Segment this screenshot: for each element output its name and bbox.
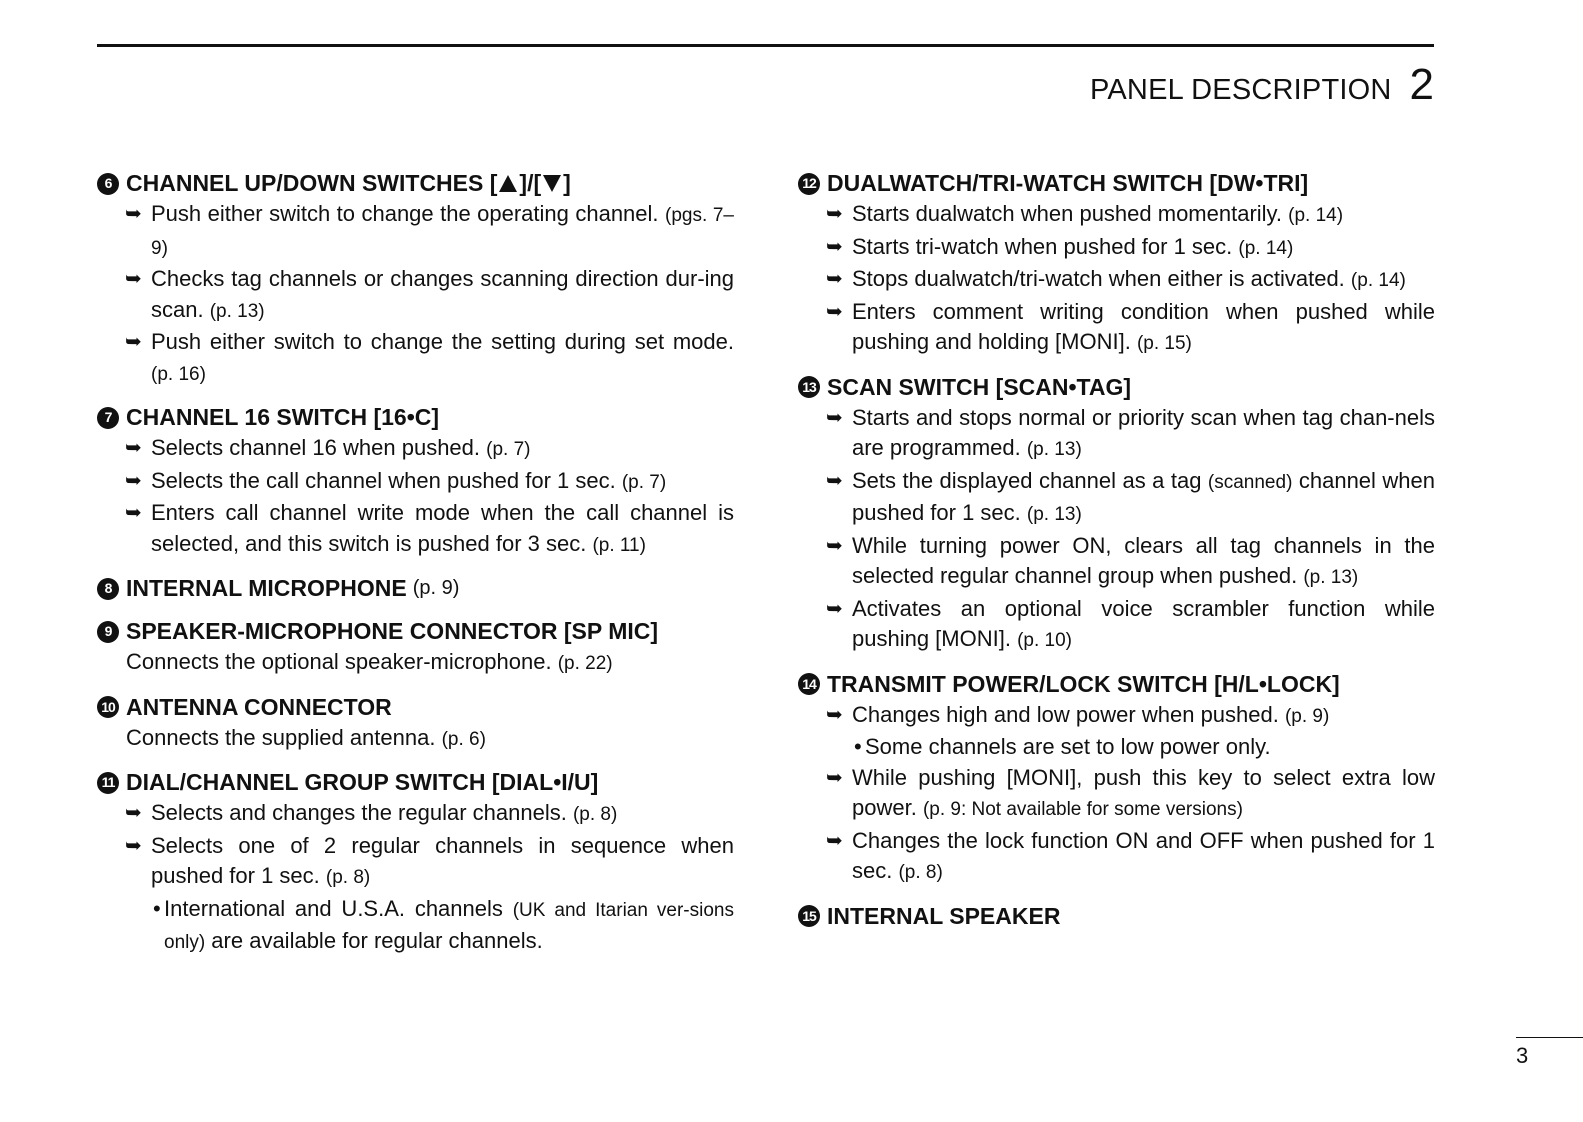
item-number-badge: 14 [798,673,820,695]
arrow-icon: ➥ [826,766,843,789]
item-number-badge: 10 [97,696,119,718]
page-ref: (p. 14) [1238,237,1294,259]
item-channel-up-down [97,168,734,390]
page-ref: (p. 8) [325,867,371,888]
bullet [798,594,1435,657]
arrow-icon: ➥ [826,268,843,290]
arrow-icon: ➥ [125,469,142,492]
arrow-icon: ➥ [125,802,142,824]
sub-bullet [798,732,1435,763]
arrow-icon: ➥ [125,834,142,857]
item-power-lock-switch [798,669,1435,889]
bullet-text: Enters comment writing condition when pushed while pushing and holding [MONI]. [852,298,1435,354]
sub-bullet [97,894,734,959]
bullet-text: Selects the call channel when pushed for 1 sec. [151,467,622,493]
bullet-text: Starts dualwatch when pushed momentarily. [852,201,1289,226]
bullet [97,831,734,894]
sub-bullet-note: (UK and Itarian ver-sions only) [164,899,734,953]
item-number-badge: 13 [798,376,820,398]
bullet-text: Starts tri-watch when pushed for 1 sec. [852,233,1239,259]
item-title: SCAN SWITCH [SCAN•TAG] [827,373,1132,400]
bullet [97,798,734,831]
page-ref: (p. 15) [1136,333,1192,354]
page-ref: (p. 22) [557,653,613,674]
bullet-text: channel when pushed for 1 sec. [852,467,1435,525]
item-heading [798,168,1435,199]
bullet [97,498,734,561]
item-heading [97,573,734,604]
item-number-badge: 8 [97,578,119,600]
bullet-text: Selects and changes the regular channels. [151,800,573,825]
item-title: INTERNAL MICROPHONE [126,575,407,601]
arrow-icon: ➥ [826,469,843,492]
bullet-text: Selects one of 2 regular channels in sequence when pushed for 1 sec. [151,832,734,888]
item-title-part: ]/[ [519,170,542,196]
item-description [97,723,734,756]
section-title: PANEL DESCRIPTION [1090,74,1392,106]
bullet-text: Enters call channel write mode when the call channel is selected, and this switch is pushed for 3 sec. [151,500,734,556]
page-ref: (p. 14) [1350,270,1406,291]
bullet [97,433,734,466]
item-antenna-connector [97,692,734,756]
bullet [798,199,1435,232]
item-description [97,647,734,680]
bullet-text: Push either switch to change the setting during set mode. [151,329,734,354]
item-number-badge: 12 [798,173,820,195]
arrow-icon: ➥ [826,829,843,852]
section-number: 2 [1409,60,1434,109]
sub-bullet-text: International and U.S.A. channels [164,895,513,921]
arrow-icon: ➥ [125,502,142,524]
item-number-badge: 9 [97,621,119,643]
bullet [798,826,1435,889]
item-channel-16-switch [97,402,734,561]
item-title: SPEAKER-MICROPHONE CONNECTOR [SP MIC] [126,618,659,644]
arrow-icon: ➥ [826,597,843,620]
arrow-icon: ➥ [125,437,142,459]
item-dualwatch-switch [798,168,1435,360]
item-title: TRANSMIT POWER/LOCK SWITCH [H/L•LOCK] [827,670,1340,697]
bullet [798,700,1435,733]
arrow-icon: ➥ [125,331,142,353]
item-title-part: CHANNEL UP/DOWN SWITCHES [ [126,170,498,196]
page-ref: (p. 8) [572,804,618,825]
sub-bullet-text: are available for regular channels. [205,928,543,953]
page-ref: (pgs. 7–9) [151,205,734,259]
bullet-text: While pushing [MONI], push this key to select extra low power. [852,764,1435,820]
sub-bullet-text: Some channels are set to low power only. [865,734,1271,759]
bullet-text: While turning power ON, clears all tag channels in the selected regular channel group when pushed. [852,532,1435,588]
arrow-icon: ➥ [826,703,843,726]
bullet [798,297,1435,360]
triangle-up-icon [499,175,517,192]
bullet [97,199,734,264]
top-rule [97,44,1434,47]
page-header [1090,60,1434,110]
page-ref: (p. 11) [592,534,646,556]
item-dial-group-switch [97,767,734,959]
bullet-text: Stops dualwatch/tri-watch when either is activated. [852,266,1351,291]
item-title: ANTENNA CONNECTOR [126,693,392,720]
arrow-icon: ➥ [826,534,843,557]
page-ref: (p. 7) [621,471,667,493]
arrow-icon: ➥ [826,203,843,225]
bullet [798,531,1435,594]
arrow-icon: ➥ [125,203,142,225]
item-sp-mic-connector [97,616,734,680]
page-ref: (p. 16) [151,363,206,385]
item-number-badge: 7 [97,407,119,429]
bullet [798,264,1435,297]
item-internal-speaker [798,901,1435,932]
arrow-icon: ➥ [826,300,843,323]
page-ref: (p. 8) [898,862,943,883]
item-number-badge: 6 [97,173,119,195]
item-internal-microphone [97,573,734,604]
bullet-dot-icon: • [153,895,161,921]
bullet [798,763,1435,826]
item-title-part: ] [563,170,571,196]
bullet [97,466,734,499]
description-text: Connects the optional speaker-microphone. [126,649,558,674]
page-ref: (p. 10) [1017,630,1072,651]
bullet-text: Changes the lock function ON and OFF when pushed for 1 sec. [852,827,1435,883]
item-title: DUALWATCH/TRI-WATCH SWITCH [DW•TRI] [827,170,1309,196]
page-ref: (p. 14) [1288,205,1344,226]
page-ref: (p. 9: Not available for some versions) [922,799,1243,820]
bullet-note: (scanned) [1207,471,1293,493]
page-ref: (p. 13) [1026,439,1082,460]
bullet [798,232,1435,265]
bullet [97,264,734,327]
bullet-text: Changes high and low power when pushed. [852,701,1285,727]
bullet [798,466,1435,531]
item-heading [97,692,734,723]
bullet-text: Selects channel 16 when pushed. [151,435,487,460]
item-number-badge: 11 [97,772,119,794]
item-title: DIAL/CHANNEL GROUP SWITCH [DIAL•I/U] [126,769,599,795]
page-ref: (p. 6) [441,728,486,750]
left-column [97,168,734,971]
item-heading [97,402,734,433]
triangle-down-icon [543,175,561,192]
bullet [97,327,734,390]
page-ref: (p. 9) [1284,705,1330,727]
bullet-text: Push either switch to change the operating channel. [151,201,665,226]
arrow-icon: ➥ [826,235,843,258]
item-scan-switch [798,372,1435,657]
arrow-icon: ➥ [826,406,843,429]
arrow-icon: ➥ [125,268,142,290]
page-ref: (p. 13) [1026,504,1082,525]
item-title: INTERNAL SPEAKER [827,902,1061,929]
page-ref: (p. 7) [486,439,531,460]
item-heading [798,901,1435,932]
bullet-text: Checks tag channels or changes scanning direction dur-ing scan. [151,266,734,322]
bullet-text: Starts and stops normal or priority scan when tag chan-nels are programmed. [852,404,1435,460]
item-heading [97,168,734,199]
bullet-dot-icon: • [854,734,862,759]
item-heading [97,616,734,647]
description-text: Connects the supplied antenna. [126,724,442,750]
item-number-badge: 15 [798,905,820,927]
page-number-rule [1516,1037,1583,1038]
page-ref: (p. 9) [412,577,460,599]
page-ref: (p. 13) [1303,567,1359,588]
bullet-text: Activates an optional voice scrambler function while pushing [MONI]. [852,595,1435,651]
bullet [798,403,1435,466]
right-column [798,168,1435,944]
item-title: CHANNEL 16 SWITCH [16•C] [126,404,440,430]
item-heading [798,372,1435,403]
bullet-text: Sets the displayed channel as a tag [852,467,1208,493]
item-heading [97,767,734,798]
item-heading [798,669,1435,700]
page-number: 3 [1516,1043,1529,1068]
page-ref: (p. 13) [209,300,265,322]
